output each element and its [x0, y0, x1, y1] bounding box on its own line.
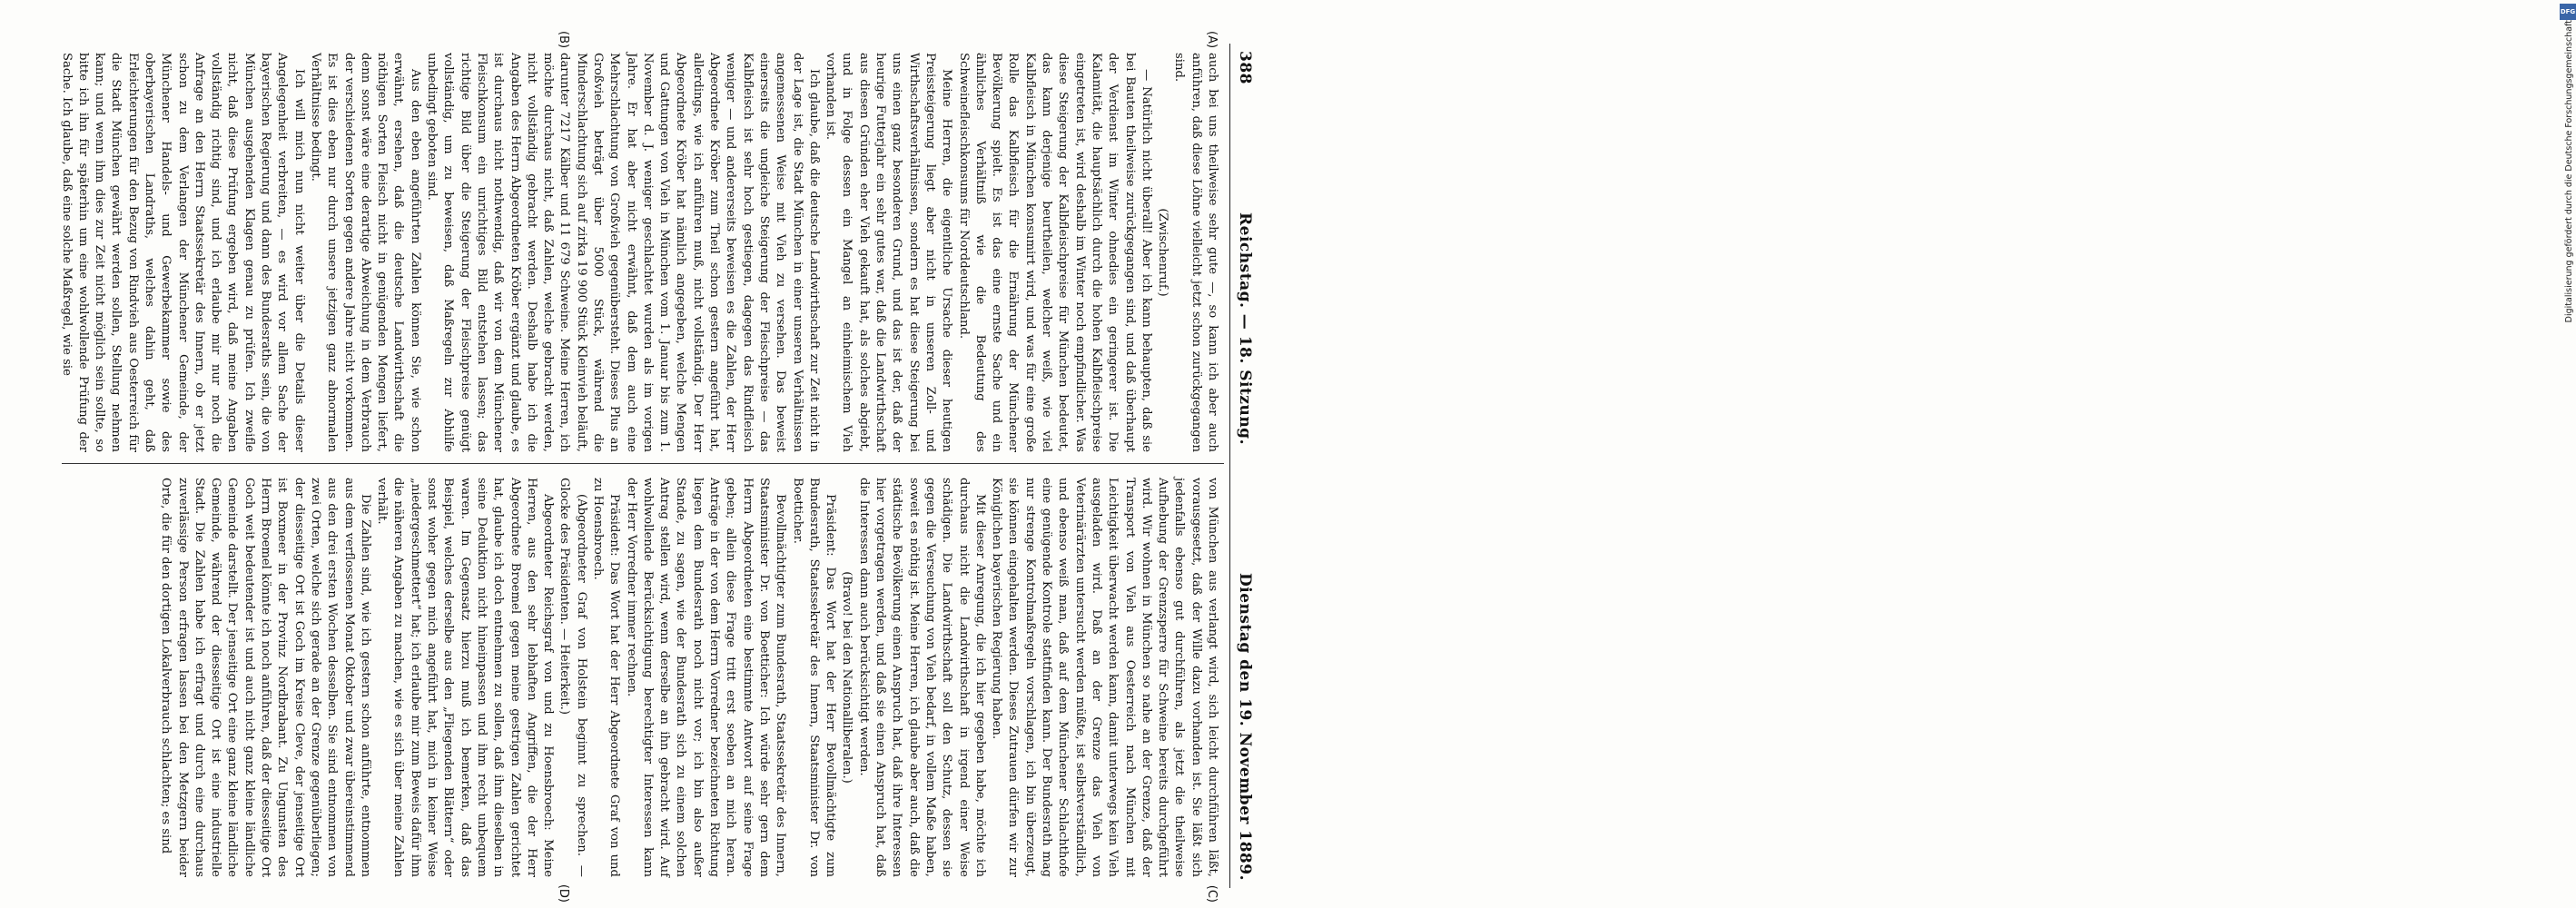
paragraph: Präsident: Das Wort hat der Herr Bevollmächtigte zum Bundesrath, Staatssekretär des Innern, Staatsminister Dr. von Boetticher.	[790, 478, 838, 877]
paragraph: von München aus verlangt wird, sich leicht durchführen läßt, vorausgesetzt, daß der Wille dazu vorhanden ist. Sie läßt sich jedenfalls ebenso gut durchführen, als jetzt die theilweise Aufhebung der Grenzsperre für Schweine bereits durchgeführt wird. Wir wohnen in München so nahe an der Grenze, daß der Transport von Vieh aus Oesterreich nach München mit Leichtigkeit überwacht werden kann, damit unterwegs kein Vieh ausgeladen wird. Daß an der Grenze das Vieh von Veterinärärzten untersucht werden müßte, ist selbstverständlich, und ebenso weiß man, daß auf dem Münchener Schlachthofe eine genügende Kontrole stattfinden kann. Der Bundesrath mag nur strenge Kontrolmaßregeln vorschlagen, ich bin überzeugt, sie können eingehalten werden. Dieses Zutrauen dürfen wir zur Königlichen bayerischen Regierung haben.	[990, 478, 1219, 877]
paragraph: Ich glaube, daß die deutsche Landwirthschaft zur Zeit nicht in der Lage ist, die Stadt München in einer unseren Verhältnissen angemessenen Weise mit Vieh zu versehen. Das beweist einerseits die ungleiche Steigerung der Fleischpreise — das Kalbfleisch ist sehr hoch gestiegen, dagegen das Rindfleisch weniger — und andererseits beweisen es die Zahlen, der Herr Abgeordnete Kröber zum Theil schon gestern angeführt hat, allerdings, wie ich anführen muß, nicht vollständig. Der Herr Abgeordnete Kröber hat nämlich angegeben, welche Mengen und Gattungen von Vieh in München vom 1. Januar bis zum 1. November d. J. weniger geschlachtet wurden als im vorigen Jahre. Er hat aber nicht erwähnt, daß dem auch eine Mehrschlachtung von Großvieh gegenübersteht. Dieses Plus an Großvieh beträgt über 5000 Stück, während die Minderschlachtung sich auf zirka 19 900 Stück Kleinvieh beläuft, darunter 7217 Kälber und 11 679 Schweine. Meine Herren, ich möchte durchaus nicht, daß Zahlen, welche gebracht werden, nicht vollständig gebracht werden. Deshalb habe ich die Angaben des Herrn Abgeordneten Kröber ergänzt und glaube, es ist durchaus nicht nothwendig, daß wir von dem Münchener Fleischkonsum ein unrichtiges Bild entstehen lassen; das richtige Bild über die Steigerung der Fleischpreise genügt vollständig, um zu beweisen, daß Maßregeln zur Abhilfe unbedingt geboten sind.	[425, 53, 821, 452]
marker-c: (C)	[1205, 884, 1219, 903]
right-column	[60, 478, 1220, 877]
page-number: 388	[1236, 51, 1255, 84]
dfg-logo: DFG	[2560, 4, 2576, 20]
header-left-title: Reichstag. — 18. Sitzung.	[1236, 212, 1255, 445]
page-header	[1229, 44, 1260, 888]
paragraph: — Natürlich nicht überall! Aber ich kann behaupten, daß sie bei Bauten theilweise zurückgegangen sind, und daß überhaupt der Verdienst im Winter ohnedies ein geringerer ist. Die Kalamität, die hauptsächlich durch die hohen Kalbfleischpreise eingetreten ist, wird deshalb im Winter noch empfindlicher. Was diese Steigerung der Kalbfleischpreise für München bedeutet, das kann derjenige beurtheilen, welcher weiß, wie viel Kalbfleisch in München konsumirt wird, und was für eine große Rolle das Kalbfleisch für die Ernährung der Münchener Bevölkerung spielt. Es ist das eine ernste Sache und ein ähnliches Verhältniß wie die Bedeutung des Schweinefleischkonsums für Norddeutschland.	[956, 53, 1153, 452]
paragraph: Aus den eben angeführten Zahlen können Sie, wie schon erwähnt, ersehen, daß die deutsche Landwirthschaft die nöthigen Sorten Fleisch nicht in genügenden Mengen liefert, denn sonst wäre eine derartige Abweichung in dem Verbrauch der verschiedenen Sorten gegen andere Jahre nicht vorkommen. Es ist dies eben nur durch unsere jetzigen ganz abnormalen Verhältnisse bedingt.	[308, 53, 422, 452]
paragraph: (Bravo! bei den Nationalliberalen.)	[840, 571, 854, 784]
marker-d: (D)	[557, 883, 570, 903]
paragraph: Präsident: Das Wort hat der Herr Abgeordnete Graf von und zu Hoensbroech.	[591, 478, 622, 877]
marker-a: (A)	[1205, 31, 1219, 49]
paragraph: Bevollmächtigter zum Bundesrath, Staatssekretär des Innern, Staatsminister Dr. von Boetticher: Ich würde sehr gern dem Herrn Abgeordneten eine bestimmte Antwort auf seine Frage geben; allein diese Frage tritt erst soeben an mich heran. Anträge in der von dem Herrn Vorredner bezeichneten Richtung liegen dem Bundesrath noch nicht vor; ich bin also außer Stande, zu sagen, wie der Bundesrath sich zu einem solchen Antrag stellen wird, wenn derselbe an ihn gebracht wird. Auf wohlwollende Berücksichtigung berechtigter Interessen kann der Herr Vorredner immer rechnen.	[624, 478, 788, 877]
left-column	[60, 53, 1220, 452]
paragraph: Die Zahlen sind, wie ich gestern schon anführte, entnommen aus dem verflossenen Monat Oktober und zwar übereinstimmend aus den drei ersten Wochen desselben. Sie sind entnommen von zwei Orten, welche sich gerade an der Grenze gegenüberliegen; der diesseitige Ort ist Goch im Kreise Cleve, der jenseitige Ort ist Boxmeer in der Provinz Nordbrabant. Zu Ungunsten des Herrn Broemel könnte ich noch anführen, daß der diesseitige Ort Goch weit bedeutender ist und auch nicht ganz kleine ländliche Gemeinde darstellt. Der jenseitige Ort eine ganz kleine ländliche Gemeinde, während der diesseitige Ort ist eine industrielle Stadt. Die Zahlen habe ich erfragt und durch eine durchaus zuverlässige Person erfragen lassen bei den Metzgern beider Orte, die für den dortigen Lokalverbrauch schlachten; es sind	[159, 478, 372, 877]
paragraph: (Zwischenruf.)	[1156, 208, 1170, 297]
paragraph: Ich will mich nun nicht weiter über die Details dieser Angelegenheit verbreiten, — es wird vor allem Sache der bayerischen Regierung und dann des Bundesraths sein, die von München ausgehenden Klagen genau zu prüfen. Ich zweifle nicht, daß diese Prüfung ergeben wird, daß meine Angaben vollständig richtig sind, und ich erlaube mir nur noch die Anfrage an den Herrn Staatssekretär des Innern, ob er jetzt schon zu dem Verlangen der Münchener Gemeinde, der Münchener Handels- und Gewerbekammer sowie des oberbayerischen Landraths, welches dahin geht, daß Erleichterungen für den Bezug von Rindvieh aus Oesterreich für die Stadt München gewährt werden sollen, Stellung nehmen kann; und wenn ihm dies zur Zeit nicht möglich sein sollte, so bitte ich ihn für späterhin um eine wohlwollende Prüfung der Sache. Ich glaube, daß eine solche Maßregel, wie sie	[59, 53, 306, 452]
dfg-sidebar	[1278, 0, 2576, 908]
document-page	[53, 31, 1260, 903]
paragraph: (Abgeordneter Graf von Holstein beginnt zu sprechen. — Glocke des Präsidenten. — Heiterkeit.)	[558, 478, 588, 877]
column-divider	[62, 463, 1224, 464]
dfg-credit-text: Digitalisierung gefördert durch die Deutsche Forschungsgemeinschaft	[2564, 20, 2574, 323]
paragraph: auch bei uns theilweise sehr gute —, so kann ich aber auch anführen, daß diese Löhne vielleicht jetzt schon zurückgegangen sind.	[1172, 53, 1219, 452]
paragraph: Meine Herren, die eigentliche Ursache dieser heutigen Preissteigerung liegt aber nicht in unseren Zoll- und Wirthschaftsverhältnissen, sondern es hat diese Steigerung bei uns einen ganz besonderen Grund, und das ist der, daß der heurige Futterjahr ein sehr gutes war, daß die Landwirthschaft aus diesen Gründen eher Vieh gekauft hat, als solches abgiebt, und in Folge dessen ein Mangel an einheimischem Vieh vorhanden ist.	[824, 53, 954, 452]
marker-b: (B)	[557, 31, 570, 49]
header-right-title: Dienstag den 19. November 1889.	[1236, 573, 1255, 881]
paragraph: Abgeordneter Reichsgraf von und zu Hoensbroech: Meine Herren, aus den sehr lebhaften Angriffen, die der Herr Abgeordnete Broemel gegen meine gestrigen Zahlen gerichtet hat, glaube ich doch entnehmen zu sollen, daß ihm dieselben in seine Deduktion nicht hineinpassen und ihm recht unbequem waren. Im Gegensatz hierzu muß ich bemerken, daß das Beispiel, welches derselbe aus den „Fliegenden Blättern“ oder sonst woher gegen mich angeführt hat, mich in keiner Weise „niedergeschmettert“ hat; ich erlaube mir zum Beweis dafür ihm die näheren Angaben zu machen, wie es sich über meine Zahlen verhält.	[375, 478, 556, 877]
rotated-page-content	[53, 31, 1260, 903]
paragraph: Mit dieser Anregung, die ich hier gegeben habe, möchte ich durchaus nicht die Landwirthschaft in irgend einer Weise schädigen. Die Landwirthschaft soll den Schutz, dessen sie gegen die Verseuchung von Vieh bedarf, in vollem Maße haben, soweit es nöthig ist. Meine Herren, ich glaube aber auch, daß die städtische Bevölkerung einen Anspruch hat, daß ihre Interessen hier vorgetragen werden, und daß sie einen Anspruch hat, daß die Interessen dann auch berücksichtigt werden.	[856, 478, 987, 877]
